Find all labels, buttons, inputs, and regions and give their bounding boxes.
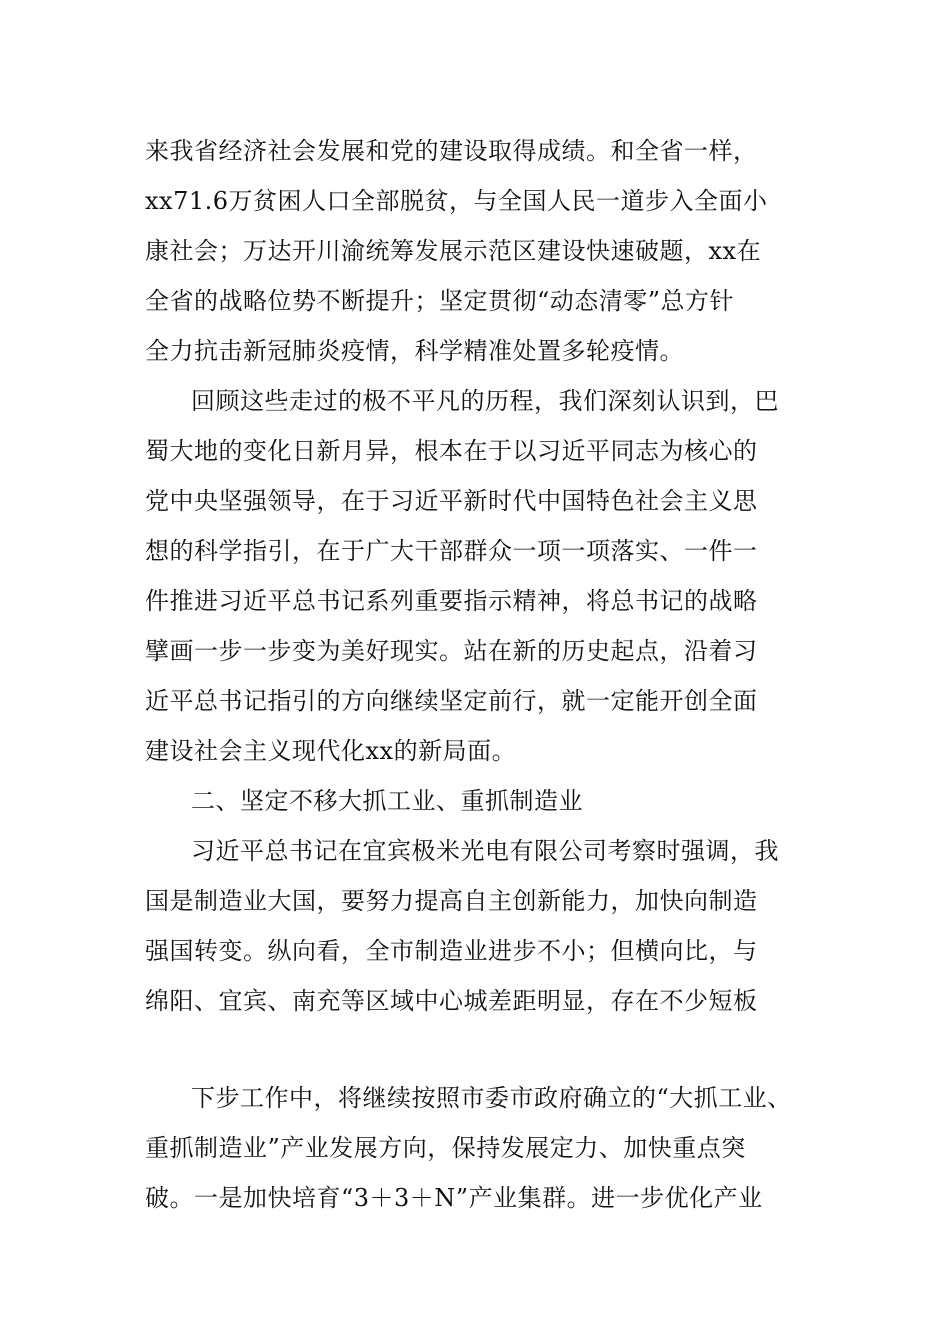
section-heading: 二、坚定不移大抓工业、重抓制造业: [191, 787, 583, 815]
text-line: 件推进习近平总书记系列重要指示精神，将总书记的战略: [145, 587, 758, 615]
text-line: 建设社会主义现代化xx的新局面。: [145, 737, 517, 765]
text-line: 绵阳、宜宾、南充等区域中心城差距明显，存在不少短板: [145, 987, 758, 1015]
text-line: 强国转变。纵向看，全市制造业进步不小；但横向比，与: [145, 937, 758, 965]
text-line: 全省的战略位势不断提升；坚定贯彻“动态清零”总方针: [145, 287, 735, 315]
text-line: 近平总书记指引的方向继续坚定前行，就一定能开创全面: [145, 687, 758, 715]
paragraph-first-line: 下步工作中，将继续按照市委市政府确立的“大抓工业、: [191, 1084, 792, 1112]
text-line: 破。一是加快培育“3＋3＋N”产业集群。进一步优化产业: [145, 1184, 763, 1212]
text-line: 擘画一步一步变为美好现实。站在新的历史起点，沿着习: [145, 637, 758, 665]
text-line: 康社会；万达开川渝统筹发展示范区建设快速破题，xx在: [145, 237, 762, 265]
text-line: 来我省经济社会发展和党的建设取得成绩。和全省一样，: [145, 137, 758, 165]
text-line: xx71.6万贫困人口全部脱贫，与全国人民一道步入全面小: [145, 187, 768, 215]
text-line: 蜀大地的变化日新月异，根本在于以习近平同志为核心的: [145, 437, 758, 465]
paragraph-first-line: 回顾这些走过的极不平凡的历程，我们深刻认识到，巴: [191, 387, 779, 415]
text-line: 想的科学指引，在于广大干部群众一项一项落实、一件一: [145, 537, 758, 565]
text-line: 重抓制造业”产业发展方向，保持发展定力、加快重点突: [145, 1134, 746, 1162]
text-line: 党中央坚强领导，在于习近平新时代中国特色社会主义思: [145, 487, 758, 515]
text-line: 全力抗击新冠肺炎疫情，科学精准处置多轮疫情。: [145, 337, 684, 365]
text-line: 国是制造业大国，要努力提高自主创新能力，加快向制造: [145, 887, 758, 915]
paragraph-first-line: 习近平总书记在宜宾极米光电有限公司考察时强调，我: [191, 837, 779, 865]
